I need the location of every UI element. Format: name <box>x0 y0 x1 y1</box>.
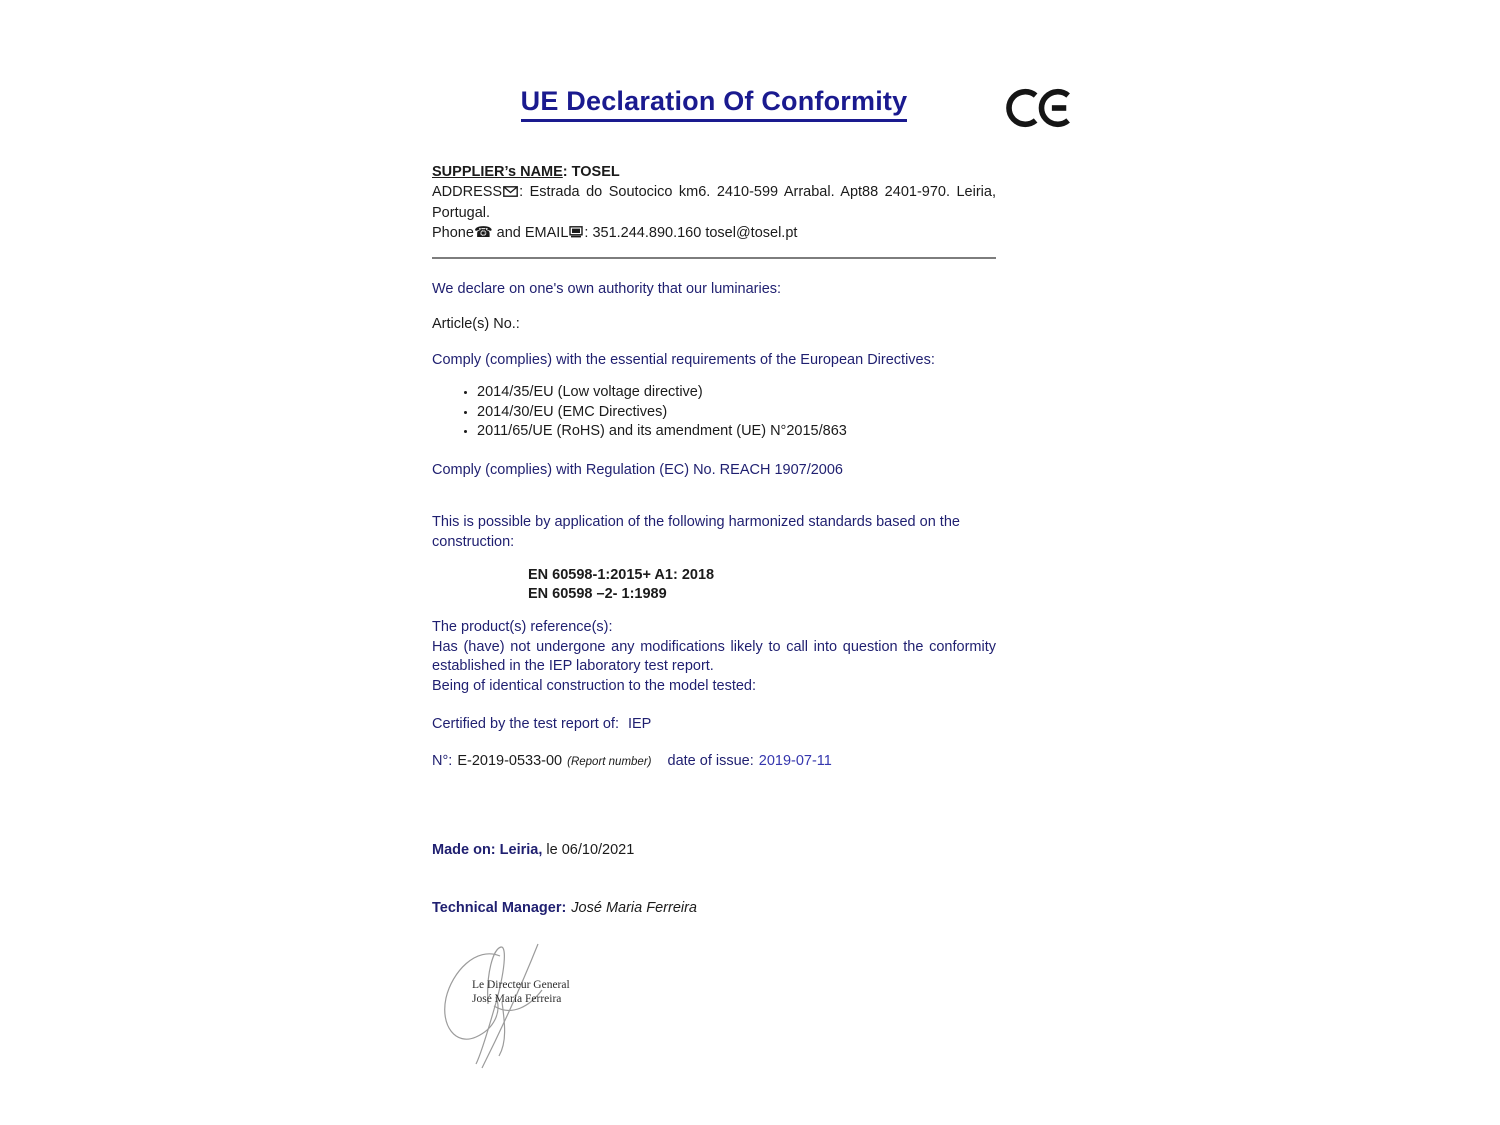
standards-block <box>528 566 714 603</box>
directive-item: • 2011/65/UE (RoHS) and its amendment (UE) N°2015/863 <box>477 422 997 442</box>
product-paragraph <box>432 618 996 696</box>
supplier-block <box>432 162 996 244</box>
signature-name-line2: José Maria Ferreira <box>472 993 562 1005</box>
technical-manager-line <box>432 899 996 919</box>
report-number-line <box>432 752 996 773</box>
standard-line: EN 60598-1:2015+ A1: 2018 <box>528 567 715 583</box>
divider-line <box>432 257 996 259</box>
supplier-name-label: SUPPLIER’s NAME <box>432 164 563 180</box>
articles-line: Article(s) No.: <box>432 316 520 332</box>
manager-value: José Maria Ferreira <box>571 900 697 916</box>
product-ref-line: The product(s) reference(s): <box>432 619 613 635</box>
certified-line <box>432 715 996 735</box>
contact-value: : 351.244.890.160 tosel@tosel.pt <box>584 225 798 241</box>
phone-icon: ☎ <box>473 224 493 241</box>
declaration-line: We declare on one's own authority that our luminaries: <box>432 281 782 297</box>
address-value-line1: : Estrada do Soutocico km6. 2410-599 Arrabal. Apt88 2401-970. Leiria, <box>519 184 996 200</box>
standard-line: EN 60598 –2- 1:1989 <box>528 585 667 602</box>
harmonized-intro-line2: construction: <box>432 534 515 550</box>
issue-date-label: date of issue: <box>667 753 754 769</box>
directive-item: • 2014/35/EU (Low voltage directive) <box>477 383 997 403</box>
directives-intro-line: Comply (complies) with the essential requirements of the European Directives: <box>432 352 935 368</box>
computer-icon <box>569 224 583 244</box>
directive-item: • 2014/30/EU (EMC Directives) <box>477 403 997 423</box>
signature-block <box>436 942 586 1082</box>
supplier-contact-line <box>432 223 996 244</box>
identical-line: Being of identical construction to the model tested: <box>432 677 757 694</box>
ce-mark-logo <box>1005 83 1075 138</box>
phone-label: Phone <box>432 225 474 241</box>
manager-label: Technical Manager: <box>432 900 567 916</box>
certified-label: Certified by the test report of: <box>432 716 619 732</box>
made-on-line <box>432 841 996 861</box>
address-label: ADDRESS <box>432 184 503 200</box>
ce-mark-icon <box>1005 83 1075 133</box>
signature-scribble <box>436 942 586 1082</box>
signature-name-line1: Le Directeur General <box>472 979 570 991</box>
report-number-note: (Report number) <box>567 756 652 768</box>
envelope-icon <box>503 183 518 203</box>
supplier-address-line2: Portugal. <box>432 205 491 221</box>
supplier-name-value: : TOSEL <box>562 164 620 180</box>
harmonized-intro <box>432 512 996 552</box>
report-number-label: N°: <box>432 753 453 769</box>
page-title: UE Declaration Of Conformity <box>521 86 908 122</box>
made-on-value: le 06/10/2021 <box>542 842 635 858</box>
supplier-name-line <box>432 162 996 182</box>
issue-date-value: 2019-07-11 <box>758 753 832 769</box>
no-modifications-line1: Has (have) not undergone any modifications likely to call into question the conformity <box>432 638 996 655</box>
no-modifications-line2: established in the IEP laboratory test report. <box>432 658 714 674</box>
certified-value: IEP <box>627 716 652 732</box>
supplier-address-line1 <box>432 182 996 203</box>
reach-line: Comply (complies) with Regulation (EC) No. REACH 1907/2006 <box>432 462 843 478</box>
made-on-label: Made on: Leiria, <box>432 842 543 858</box>
harmonized-intro-line1: This is possible by application of the following harmonized standards based on the <box>432 514 960 530</box>
directives-list <box>432 383 997 442</box>
report-number-value: E-2019-0533-00 <box>457 753 563 769</box>
signature-caption <box>472 978 570 1006</box>
email-label: and EMAIL <box>492 225 569 241</box>
page-title-row <box>432 86 996 122</box>
